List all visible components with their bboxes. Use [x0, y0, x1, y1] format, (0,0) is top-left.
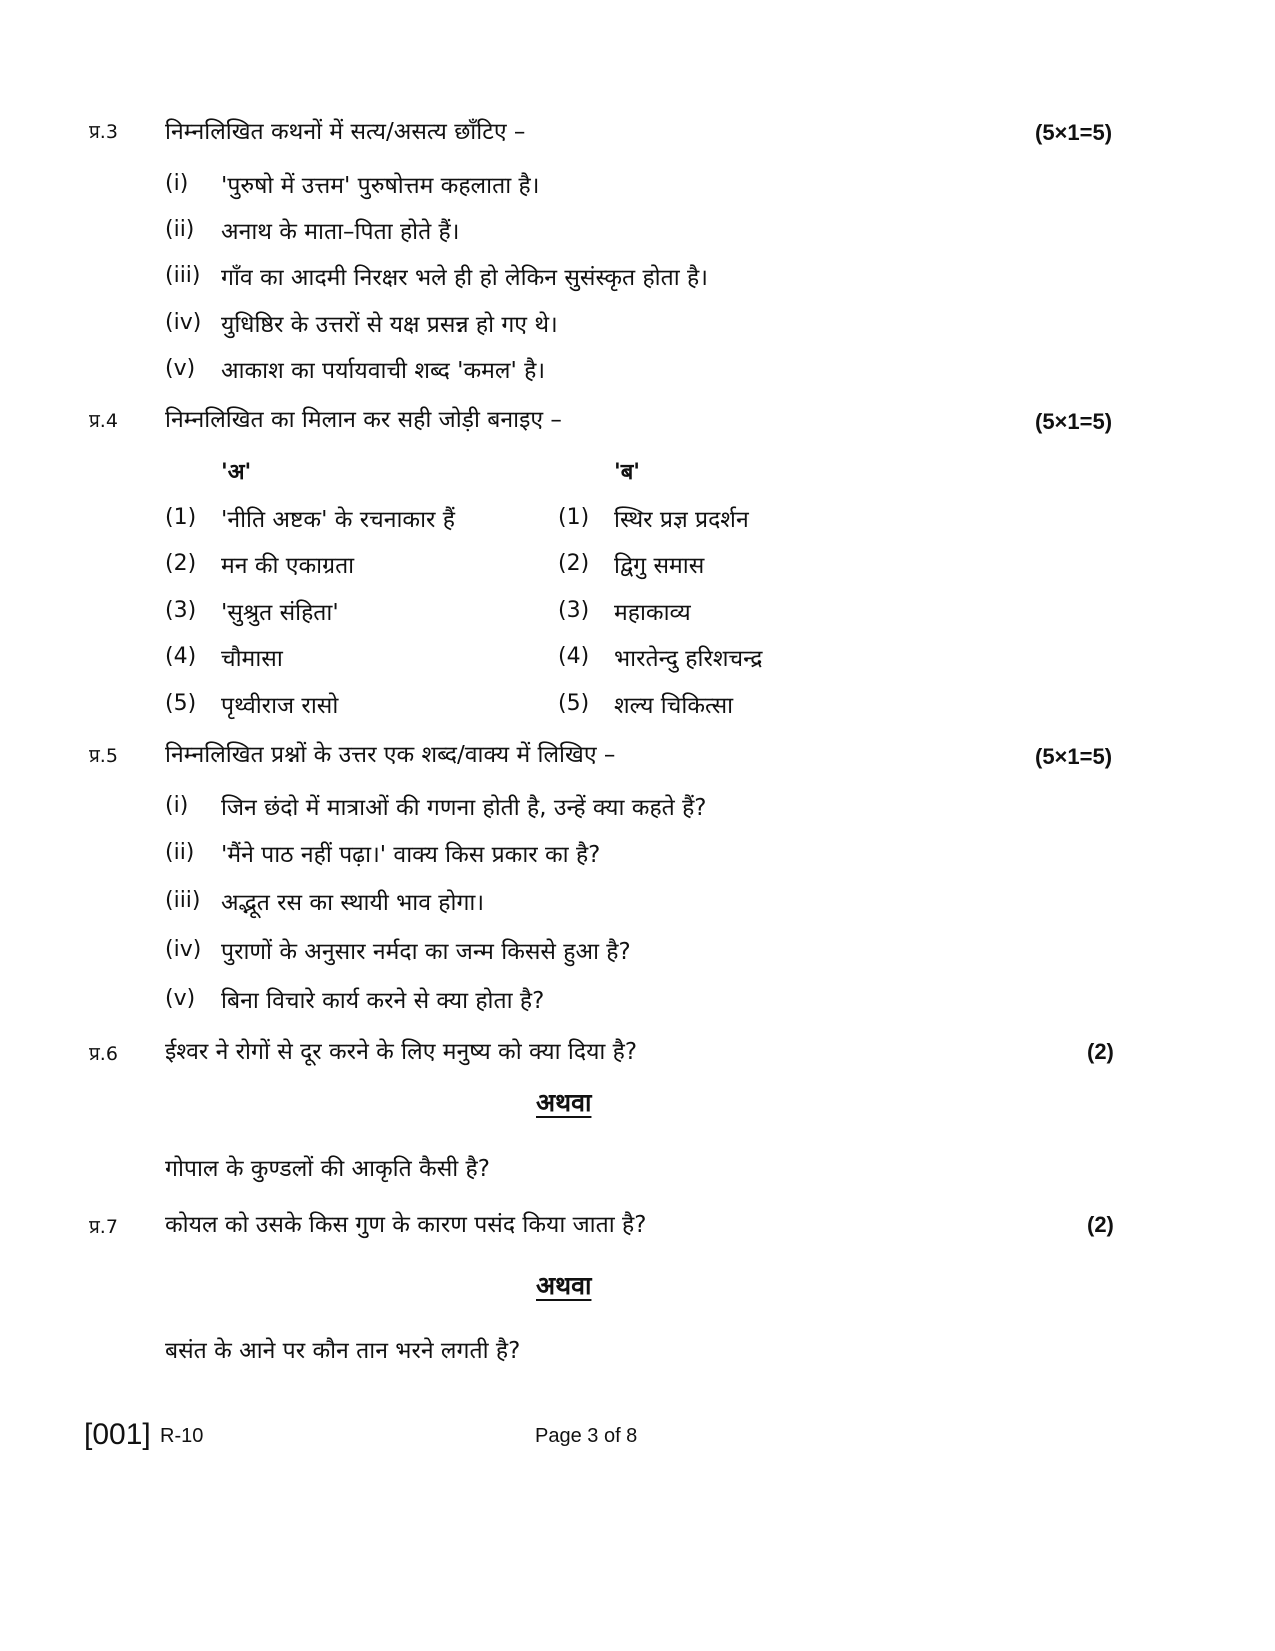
match-a-text: मन की एकाग्रता [221, 553, 355, 579]
question-number: प्र.7 [89, 1216, 118, 1238]
marks: (2) [1087, 1212, 1114, 1237]
marks: (5×1=5) [1035, 409, 1113, 434]
match-b-number: (4) [558, 644, 590, 669]
match-a-number: (4) [165, 644, 197, 669]
question-text: कोयल को उसके किस गुण के कारण पसंद किया जाता है? [165, 1212, 647, 1238]
question-text: निम्नलिखित का मिलान कर सही जोड़ी बनाइए – [165, 407, 562, 433]
column-b-heading: 'ब' [614, 460, 641, 485]
marks: (5×1=5) [1035, 120, 1113, 145]
question-text: निम्नलिखित कथनों में सत्य/असत्य छाँटिए – [165, 119, 526, 145]
page-number: Page 3 of 8 [535, 1425, 638, 1447]
question-text: निम्नलिखित प्रश्नों के उत्तर एक शब्द/वाक्य में लिखिए – [165, 742, 616, 768]
question-number: प्र.6 [89, 1043, 118, 1065]
item-text: पुराणों के अनुसार नर्मदा का जन्म किससे हुआ है? [221, 939, 631, 965]
match-b-text: द्विगु समास [614, 553, 705, 579]
or-separator: अथवा [536, 1088, 592, 1117]
match-a-text: 'सुश्रुत संहिता' [221, 600, 339, 626]
item-number: (iii) [165, 888, 201, 913]
item-number: (ii) [165, 840, 195, 865]
match-b-number: (5) [558, 691, 590, 716]
item-text: 'मैंने पाठ नहीं पढ़ा।' वाक्य किस प्रकार का है? [221, 842, 601, 868]
question-text: ईश्वर ने रोगों से दूर करने के लिए मनुष्य को क्या दिया है? [165, 1039, 638, 1065]
paper-set: R-10 [160, 1425, 204, 1447]
match-b-text: शल्य चिकित्सा [614, 693, 734, 719]
item-text: आकाश का पर्यायवाची शब्द 'कमल' है। [221, 358, 546, 384]
item-number: (iv) [165, 937, 202, 962]
item-text: 'पुरुषो में उत्तम' पुरुषोत्तम कहलाता है। [221, 173, 540, 199]
item-number: (iii) [165, 263, 201, 288]
alternate-question-text: गोपाल के कुण्डलों की आकृति कैसी है? [165, 1156, 490, 1182]
item-text: युधिष्ठिर के उत्तरों से यक्ष प्रसन्न हो गए थे। [221, 312, 558, 338]
alternate-question-text: बसंत के आने पर कौन तान भरने लगती है? [165, 1338, 521, 1364]
item-text: गाँव का आदमी निरक्षर भले ही हो लेकिन सुसंस्कृत होता है। [221, 265, 708, 291]
or-separator: अथवा [536, 1271, 592, 1300]
match-b-number: (2) [558, 551, 590, 576]
match-b-number: (3) [558, 598, 590, 623]
match-b-number: (1) [558, 505, 590, 530]
match-a-text: चौमासा [221, 646, 283, 672]
item-number: (v) [165, 986, 196, 1011]
match-b-text: स्थिर प्रज्ञ प्रदर्शन [614, 507, 749, 533]
question-number: प्र.3 [89, 121, 118, 143]
item-number: (iv) [165, 310, 202, 335]
match-a-number: (5) [165, 691, 197, 716]
item-text: जिन छंदो में मात्राओं की गणना होती है, उन्हें क्या कहते हैं? [221, 795, 707, 821]
item-text: अद्भूत रस का स्थायी भाव होगा। [221, 890, 485, 916]
match-a-text: 'नीति अष्टक' के रचनाकार हैं [221, 507, 455, 533]
item-number: (i) [165, 793, 189, 818]
match-b-text: महाकाव्य [614, 600, 691, 626]
paper-code: [001] [84, 1418, 151, 1451]
question-number: प्र.5 [89, 745, 118, 767]
item-text: बिना विचारे कार्य करने से क्या होता है? [221, 988, 545, 1014]
item-text: अनाथ के माता–पिता होते हैं। [221, 219, 460, 245]
match-a-number: (3) [165, 598, 197, 623]
marks: (2) [1087, 1039, 1114, 1064]
item-number: (i) [165, 171, 189, 196]
item-number: (ii) [165, 217, 195, 242]
match-a-text: पृथ्वीराज रासो [221, 693, 339, 719]
marks: (5×1=5) [1035, 744, 1113, 769]
column-a-heading: 'अ' [221, 460, 252, 485]
item-number: (v) [165, 356, 196, 381]
match-a-number: (2) [165, 551, 197, 576]
match-a-number: (1) [165, 505, 197, 530]
question-number: प्र.4 [89, 410, 118, 432]
match-b-text: भारतेन्दु हरिशचन्द्र [614, 646, 763, 672]
